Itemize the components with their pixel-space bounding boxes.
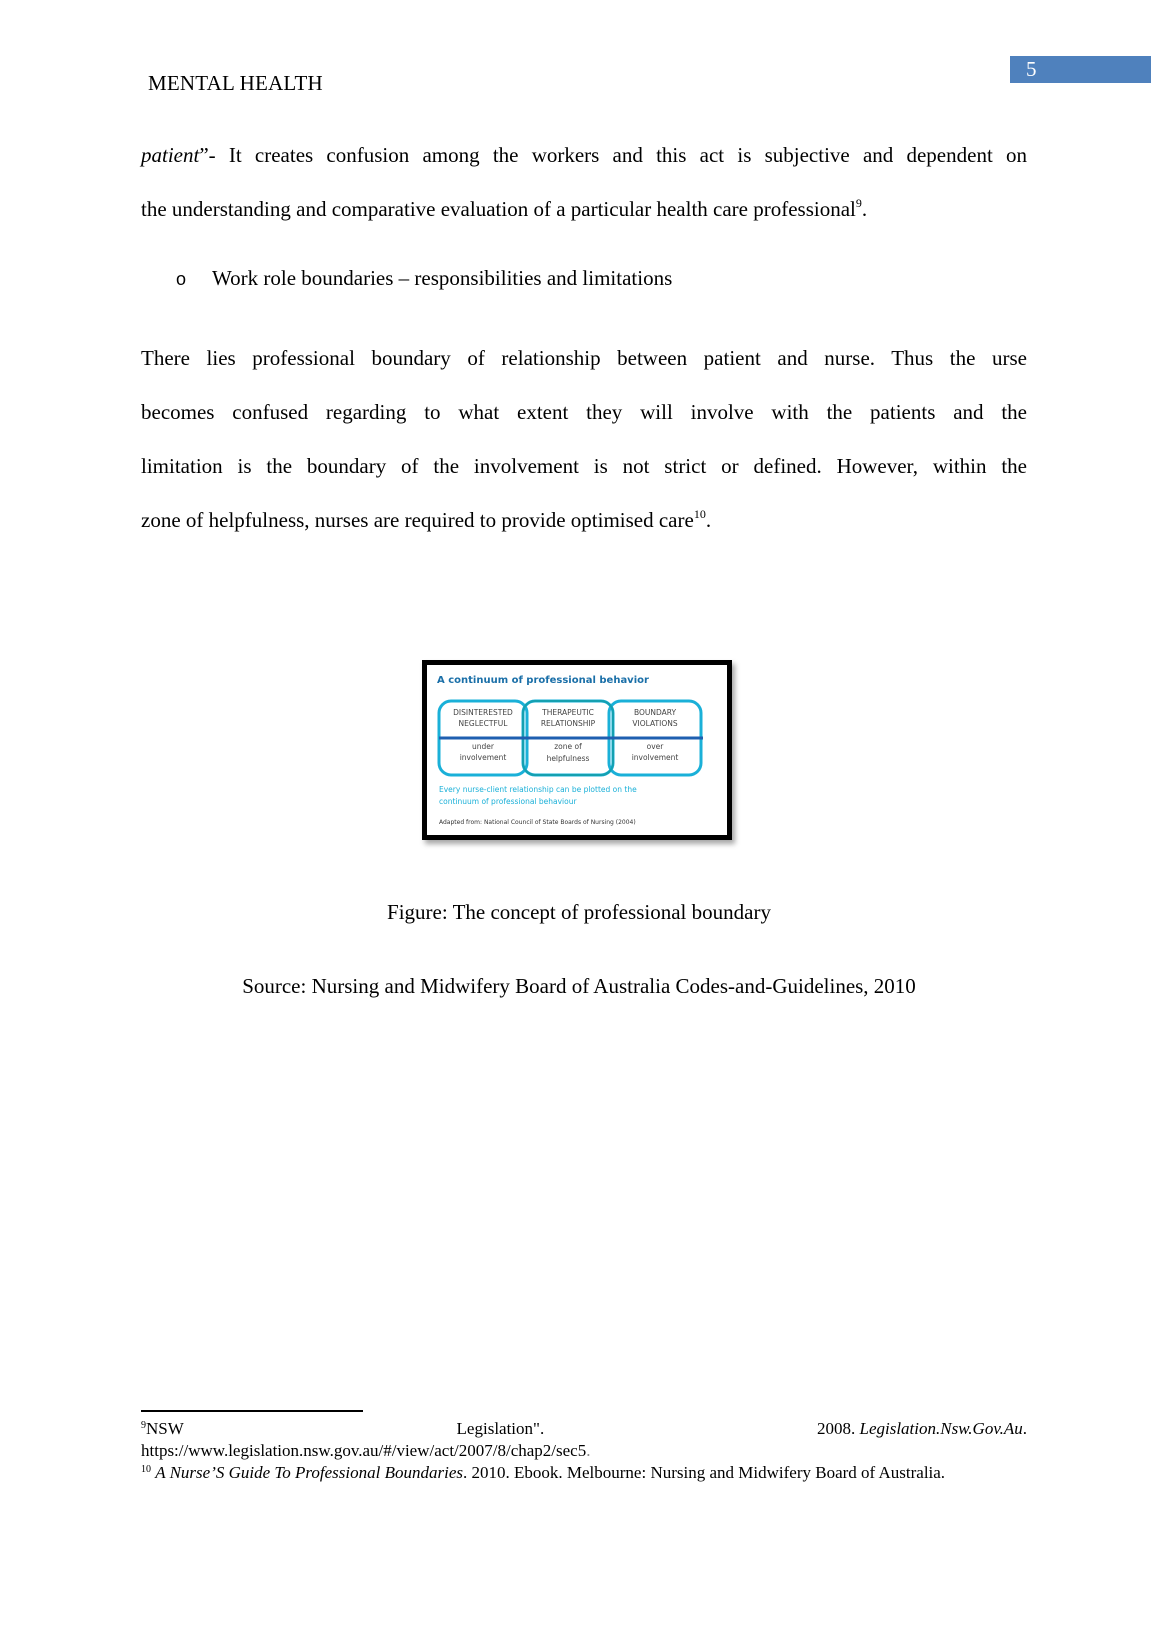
figure-title: A continuum of professional behavior [437, 675, 649, 686]
paragraph-1-line-1 [141, 128, 1027, 182]
zone-1-label-bottom: under [472, 742, 494, 751]
running-header-title: MENTAL HEALTH [148, 71, 323, 95]
zone-1-label-bottom2: involvement [459, 753, 507, 762]
figure-adapted-from: Adapted from: National Council of State Boards of Nursing (2004) [439, 819, 636, 826]
zone-3-label-bottom2: involvement [631, 753, 679, 762]
line-text: the understanding and comparative evaluation of a particular health care professional [141, 197, 856, 221]
figure-source: Source: Nursing and Midwifery Board of Australia Codes-and-Guidelines, 2010 [242, 974, 916, 998]
paragraph-1-line-2 [141, 197, 867, 221]
footnote-9-url-end: . [586, 1441, 591, 1460]
zone-3-label-bottom: over [646, 742, 664, 751]
zone-3-label-top: BOUNDARY [633, 708, 677, 717]
italic-word: patient [141, 143, 200, 167]
footnote-10-title: A Nurse’S Guide To Professional Boundaries [155, 1463, 463, 1482]
footnotes [141, 1418, 1027, 1484]
footnote-9-site: Legislation.Nsw.Gov.Au [859, 1419, 1023, 1438]
page-number-box [1010, 56, 1151, 83]
line-end: . [705, 508, 712, 532]
paragraph-1 [141, 128, 1027, 236]
footnote-ref-9[interactable]: 9 [855, 196, 862, 210]
footnote-10 [141, 1462, 1027, 1484]
footnote-9-text-a: NSW [146, 1419, 184, 1438]
zone-1-label-top: DISINTERESTED [453, 708, 513, 717]
footnote-9-part-1 [141, 1418, 184, 1440]
footnote-9-part-2: Legislation". [456, 1419, 545, 1438]
figure-note-line-1: Every nurse-client relationship can be plotted on the [439, 785, 637, 794]
figure-note-line-2: continuum of professional behaviour [439, 797, 577, 806]
zone-2-label-top: THERAPEUTIC [542, 708, 594, 717]
footnote-10-number: 10 [141, 1464, 151, 1475]
zone-2-label-top2: RELATIONSHIP [540, 719, 596, 728]
footnote-10-rest: . 2010. Ebook. Melbourne: Nursing and Midwifery Board of Australia. [463, 1463, 946, 1482]
paragraph-2-line-3: limitation is the boundary of the involvement is not strict or defined. However, within the [141, 454, 1027, 478]
line-text: zone of helpfulness, nurses are required to provide optimised care [141, 508, 694, 532]
footnote-9-line-2 [141, 1440, 1027, 1462]
line-text: ”- It creates confusion among the workers and this act is subjective and dependent on [199, 143, 1027, 167]
footnote-9-url[interactable]: https://www.legislation.nsw.gov.au/#/view/act/2007/8/chap2/sec5 [141, 1441, 587, 1460]
page-number: 5 [1026, 57, 1037, 81]
zone-2-label-bottom2: helpfulness [546, 754, 590, 763]
footnote-ref-10[interactable]: 10 [693, 507, 706, 521]
footnote-9-number: 9 [141, 1420, 146, 1431]
zone-3-label-top2: VIOLATIONS [632, 719, 678, 728]
paragraph-2-line-1: There lies professional boundary of relationship between patient and nurse. Thus the urse [141, 346, 1027, 370]
line-end: . [861, 197, 868, 221]
bullet-marker-icon: o [176, 269, 187, 289]
footnote-9-period: . [1022, 1419, 1027, 1438]
figure-continuum-image [422, 660, 732, 840]
continuum-diagram [427, 665, 727, 835]
footnote-separator [141, 1410, 363, 1412]
footnote-9-line-1 [141, 1418, 1027, 1440]
footnote-9-year: 2008. [817, 1419, 860, 1438]
zone-2-label-bottom: zone of [554, 742, 582, 751]
figure-caption: Figure: The concept of professional boundary [387, 900, 771, 924]
zone-1-label-top2: NEGLECTFUL [458, 719, 508, 728]
paragraph-2-line-2: becomes confused regarding to what extent they will involve with the patients and the [141, 400, 1027, 424]
paragraph-2 [141, 331, 1027, 547]
footnote-9-part-3 [817, 1418, 1027, 1440]
bullet-text: Work role boundaries – responsibilities and limitations [212, 266, 673, 290]
paragraph-2-line-4 [141, 508, 711, 532]
